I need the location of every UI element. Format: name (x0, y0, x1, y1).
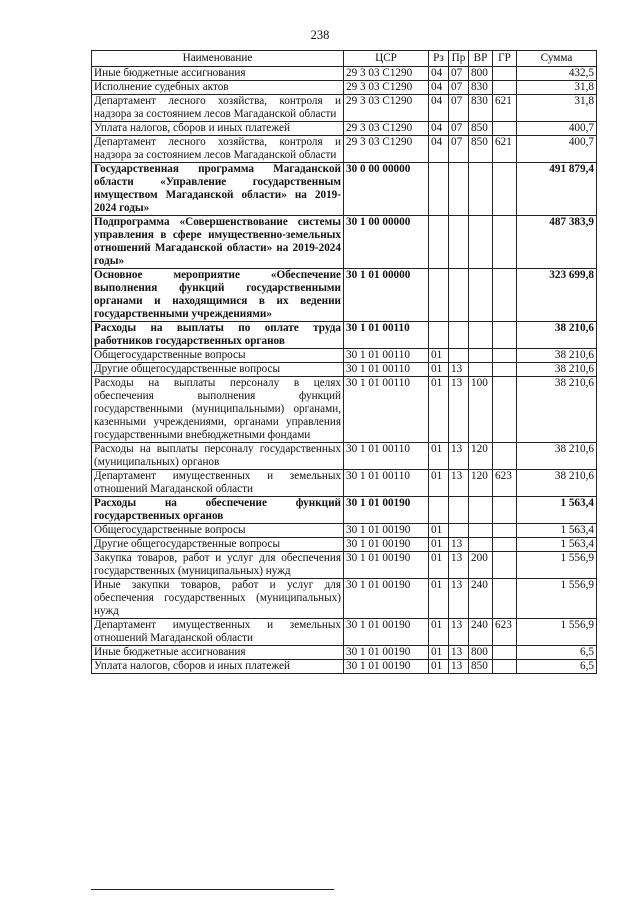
cell-gr: 623 (493, 470, 517, 497)
cell-rz: 01 (429, 363, 449, 377)
cell-gr (493, 646, 517, 660)
cell-csr: 30 1 01 00190 (344, 646, 429, 660)
cell-sum: 6,5 (517, 660, 597, 674)
cell-name: Расходы на выплаты персоналу в целях обеспечения выполнения функций государственными (муниципальными) органами, казенными учреждениями, органами управления государственными внебюджетными фондами (92, 377, 344, 443)
table-row (92, 163, 597, 216)
table-row (92, 95, 597, 122)
footnote-separator (91, 889, 334, 890)
cell-gr: 621 (493, 136, 517, 163)
cell-rz (429, 163, 449, 216)
cell-csr: 30 1 01 00190 (344, 497, 429, 524)
cell-sum: 400,7 (517, 122, 597, 136)
header-sum: Сумма (517, 51, 597, 67)
cell-pr (449, 322, 469, 349)
cell-sum: 487 383,9 (517, 216, 597, 269)
cell-sum: 38 210,6 (517, 349, 597, 363)
table-row (92, 470, 597, 497)
table-row (92, 349, 597, 363)
table-row (92, 443, 597, 470)
cell-pr (449, 349, 469, 363)
cell-pr: 13 (449, 646, 469, 660)
cell-sum: 323 699,8 (517, 269, 597, 322)
cell-name: Департамент лесного хозяйства, контроля и надзора за состоянием лесов Магаданской области (92, 136, 344, 163)
cell-sum: 432,5 (517, 67, 597, 81)
cell-vr: 850 (469, 122, 493, 136)
cell-csr: 30 1 01 00190 (344, 579, 429, 619)
cell-pr: 13 (449, 363, 469, 377)
cell-rz: 01 (429, 524, 449, 538)
table-row (92, 579, 597, 619)
cell-name: Уплата налогов, сборов и иных платежей (92, 660, 344, 674)
cell-gr (493, 660, 517, 674)
cell-gr (493, 67, 517, 81)
cell-pr (449, 163, 469, 216)
cell-gr (493, 269, 517, 322)
cell-vr: 120 (469, 470, 493, 497)
cell-vr (469, 216, 493, 269)
cell-name: Департамент имущественных и земельных отношений Магаданской области (92, 470, 344, 497)
cell-gr (493, 579, 517, 619)
cell-rz (429, 216, 449, 269)
cell-pr: 13 (449, 579, 469, 619)
cell-vr: 800 (469, 646, 493, 660)
table-row (92, 216, 597, 269)
cell-name: Общегосударственные вопросы (92, 524, 344, 538)
cell-csr: 30 1 01 00000 (344, 269, 429, 322)
cell-sum: 31,8 (517, 95, 597, 122)
cell-sum: 38 210,6 (517, 377, 597, 443)
cell-name: Департамент лесного хозяйства, контроля и надзора за состоянием лесов Магаданской области (92, 95, 344, 122)
cell-rz: 01 (429, 377, 449, 443)
cell-rz: 04 (429, 81, 449, 95)
table-row (92, 619, 597, 646)
table-row (92, 660, 597, 674)
cell-sum: 1 556,9 (517, 619, 597, 646)
cell-pr: 13 (449, 538, 469, 552)
cell-gr (493, 322, 517, 349)
cell-vr: 120 (469, 443, 493, 470)
page-number: 238 (310, 28, 330, 42)
cell-name: Общегосударственные вопросы (92, 349, 344, 363)
cell-vr: 850 (469, 136, 493, 163)
cell-sum: 38 210,6 (517, 363, 597, 377)
cell-gr (493, 81, 517, 95)
cell-csr: 29 3 03 С1290 (344, 67, 429, 81)
cell-vr (469, 538, 493, 552)
cell-rz: 04 (429, 122, 449, 136)
header-vr: ВР (469, 51, 493, 67)
cell-vr (469, 524, 493, 538)
cell-pr: 07 (449, 136, 469, 163)
cell-gr (493, 497, 517, 524)
cell-csr: 30 0 00 00000 (344, 163, 429, 216)
cell-csr: 30 1 01 00110 (344, 443, 429, 470)
cell-name: Закупка товаров, работ и услуг для обеспечения государственных (муниципальных) нужд (92, 552, 344, 579)
cell-pr: 07 (449, 122, 469, 136)
cell-name: Расходы на выплаты по оплате труда работников государственных органов (92, 322, 344, 349)
cell-pr (449, 524, 469, 538)
cell-gr (493, 538, 517, 552)
cell-csr: 30 1 01 00110 (344, 349, 429, 363)
table-row (92, 322, 597, 349)
cell-sum: 6,5 (517, 646, 597, 660)
cell-rz: 01 (429, 470, 449, 497)
cell-csr: 30 1 01 00190 (344, 524, 429, 538)
cell-name: Департамент имущественных и земельных отношений Магаданской области (92, 619, 344, 646)
cell-sum: 38 210,6 (517, 470, 597, 497)
table-row (92, 67, 597, 81)
table-row (92, 269, 597, 322)
cell-name: Иные закупки товаров, работ и услуг для обеспечения государственных (муниципальных) нужд (92, 579, 344, 619)
cell-rz (429, 269, 449, 322)
cell-sum: 1 563,4 (517, 538, 597, 552)
cell-csr: 30 1 01 00110 (344, 322, 429, 349)
cell-csr: 29 3 03 С1290 (344, 122, 429, 136)
table-header-row (92, 51, 597, 67)
cell-vr: 850 (469, 660, 493, 674)
cell-csr: 30 1 01 00110 (344, 377, 429, 443)
cell-rz: 04 (429, 95, 449, 122)
cell-pr (449, 216, 469, 269)
cell-pr: 13 (449, 552, 469, 579)
table-row (92, 497, 597, 524)
cell-rz: 01 (429, 538, 449, 552)
cell-name: Уплата налогов, сборов и иных платежей (92, 122, 344, 136)
cell-name: Исполнение судебных актов (92, 81, 344, 95)
cell-name: Подпрограмма «Совершенствование системы управления в сфере имущественно-земельных отношений Магаданской области» на 2019-2024 годы» (92, 216, 344, 269)
cell-sum: 38 210,6 (517, 322, 597, 349)
cell-vr: 800 (469, 67, 493, 81)
table-row (92, 136, 597, 163)
cell-sum: 1 563,4 (517, 524, 597, 538)
cell-csr: 30 1 01 00190 (344, 538, 429, 552)
cell-gr (493, 363, 517, 377)
cell-name: Другие общегосударственные вопросы (92, 538, 344, 552)
header-rz: Рз (429, 51, 449, 67)
cell-vr (469, 322, 493, 349)
table-row (92, 646, 597, 660)
cell-gr (493, 443, 517, 470)
cell-gr (493, 552, 517, 579)
cell-vr: 100 (469, 377, 493, 443)
table-body (92, 67, 597, 674)
cell-rz: 01 (429, 443, 449, 470)
cell-pr: 07 (449, 81, 469, 95)
cell-csr: 30 1 01 00190 (344, 619, 429, 646)
header-gr: ГР (493, 51, 517, 67)
table-row (92, 81, 597, 95)
cell-rz (429, 497, 449, 524)
cell-pr: 13 (449, 660, 469, 674)
cell-name: Основное мероприятие «Обеспечение выполнения функций государственными органами и находящимися в их ведении государственными учреждениями» (92, 269, 344, 322)
cell-pr: 13 (449, 443, 469, 470)
cell-gr: 623 (493, 619, 517, 646)
header-pr: Пр (449, 51, 469, 67)
cell-vr: 240 (469, 619, 493, 646)
cell-rz: 01 (429, 660, 449, 674)
cell-csr: 30 1 01 00110 (344, 363, 429, 377)
cell-rz: 01 (429, 579, 449, 619)
cell-csr: 30 1 01 00110 (344, 470, 429, 497)
cell-gr (493, 216, 517, 269)
cell-vr: 240 (469, 579, 493, 619)
cell-name: Иные бюджетные ассигнования (92, 646, 344, 660)
cell-pr: 13 (449, 470, 469, 497)
budget-table (91, 50, 597, 674)
cell-rz: 04 (429, 67, 449, 81)
cell-rz: 01 (429, 619, 449, 646)
cell-rz: 01 (429, 349, 449, 363)
cell-gr (493, 163, 517, 216)
cell-rz (429, 322, 449, 349)
cell-sum: 1 556,9 (517, 579, 597, 619)
cell-csr: 29 3 03 С1290 (344, 81, 429, 95)
cell-sum: 31,8 (517, 81, 597, 95)
cell-sum: 400,7 (517, 136, 597, 163)
cell-name: Расходы на выплаты персоналу государственных (муниципальных) органов (92, 443, 344, 470)
cell-sum: 491 879,4 (517, 163, 597, 216)
cell-rz: 04 (429, 136, 449, 163)
cell-pr: 07 (449, 67, 469, 81)
cell-rz: 01 (429, 646, 449, 660)
cell-name: Иные бюджетные ассигнования (92, 67, 344, 81)
cell-gr: 621 (493, 95, 517, 122)
cell-vr: 200 (469, 552, 493, 579)
cell-gr (493, 524, 517, 538)
cell-csr: 29 3 03 С1290 (344, 136, 429, 163)
cell-vr: 830 (469, 81, 493, 95)
cell-name: Расходы на обеспечение функций государственных органов (92, 497, 344, 524)
cell-gr (493, 377, 517, 443)
cell-pr: 13 (449, 619, 469, 646)
cell-csr: 30 1 01 00190 (344, 552, 429, 579)
table-row (92, 538, 597, 552)
table-row (92, 377, 597, 443)
table-row (92, 552, 597, 579)
cell-pr (449, 269, 469, 322)
header-name: Наименование (92, 51, 344, 67)
cell-sum: 38 210,6 (517, 443, 597, 470)
cell-name: Другие общегосударственные вопросы (92, 363, 344, 377)
cell-sum: 1 556,9 (517, 552, 597, 579)
cell-name: Государственная программа Магаданской области «Управление государственным имуществом Магаданской области» на 2019-2024 годы» (92, 163, 344, 216)
table-row (92, 524, 597, 538)
cell-vr (469, 269, 493, 322)
cell-vr (469, 363, 493, 377)
cell-csr: 30 1 00 00000 (344, 216, 429, 269)
cell-vr (469, 497, 493, 524)
cell-sum: 1 563,4 (517, 497, 597, 524)
cell-rz: 01 (429, 552, 449, 579)
table-row (92, 363, 597, 377)
cell-vr: 830 (469, 95, 493, 122)
cell-pr (449, 497, 469, 524)
cell-csr: 29 3 03 С1290 (344, 95, 429, 122)
header-csr: ЦСР (344, 51, 429, 67)
cell-vr (469, 349, 493, 363)
cell-pr: 07 (449, 95, 469, 122)
cell-pr: 13 (449, 377, 469, 443)
cell-csr: 30 1 01 00190 (344, 660, 429, 674)
table-row (92, 122, 597, 136)
cell-gr (493, 349, 517, 363)
cell-vr (469, 163, 493, 216)
cell-gr (493, 122, 517, 136)
